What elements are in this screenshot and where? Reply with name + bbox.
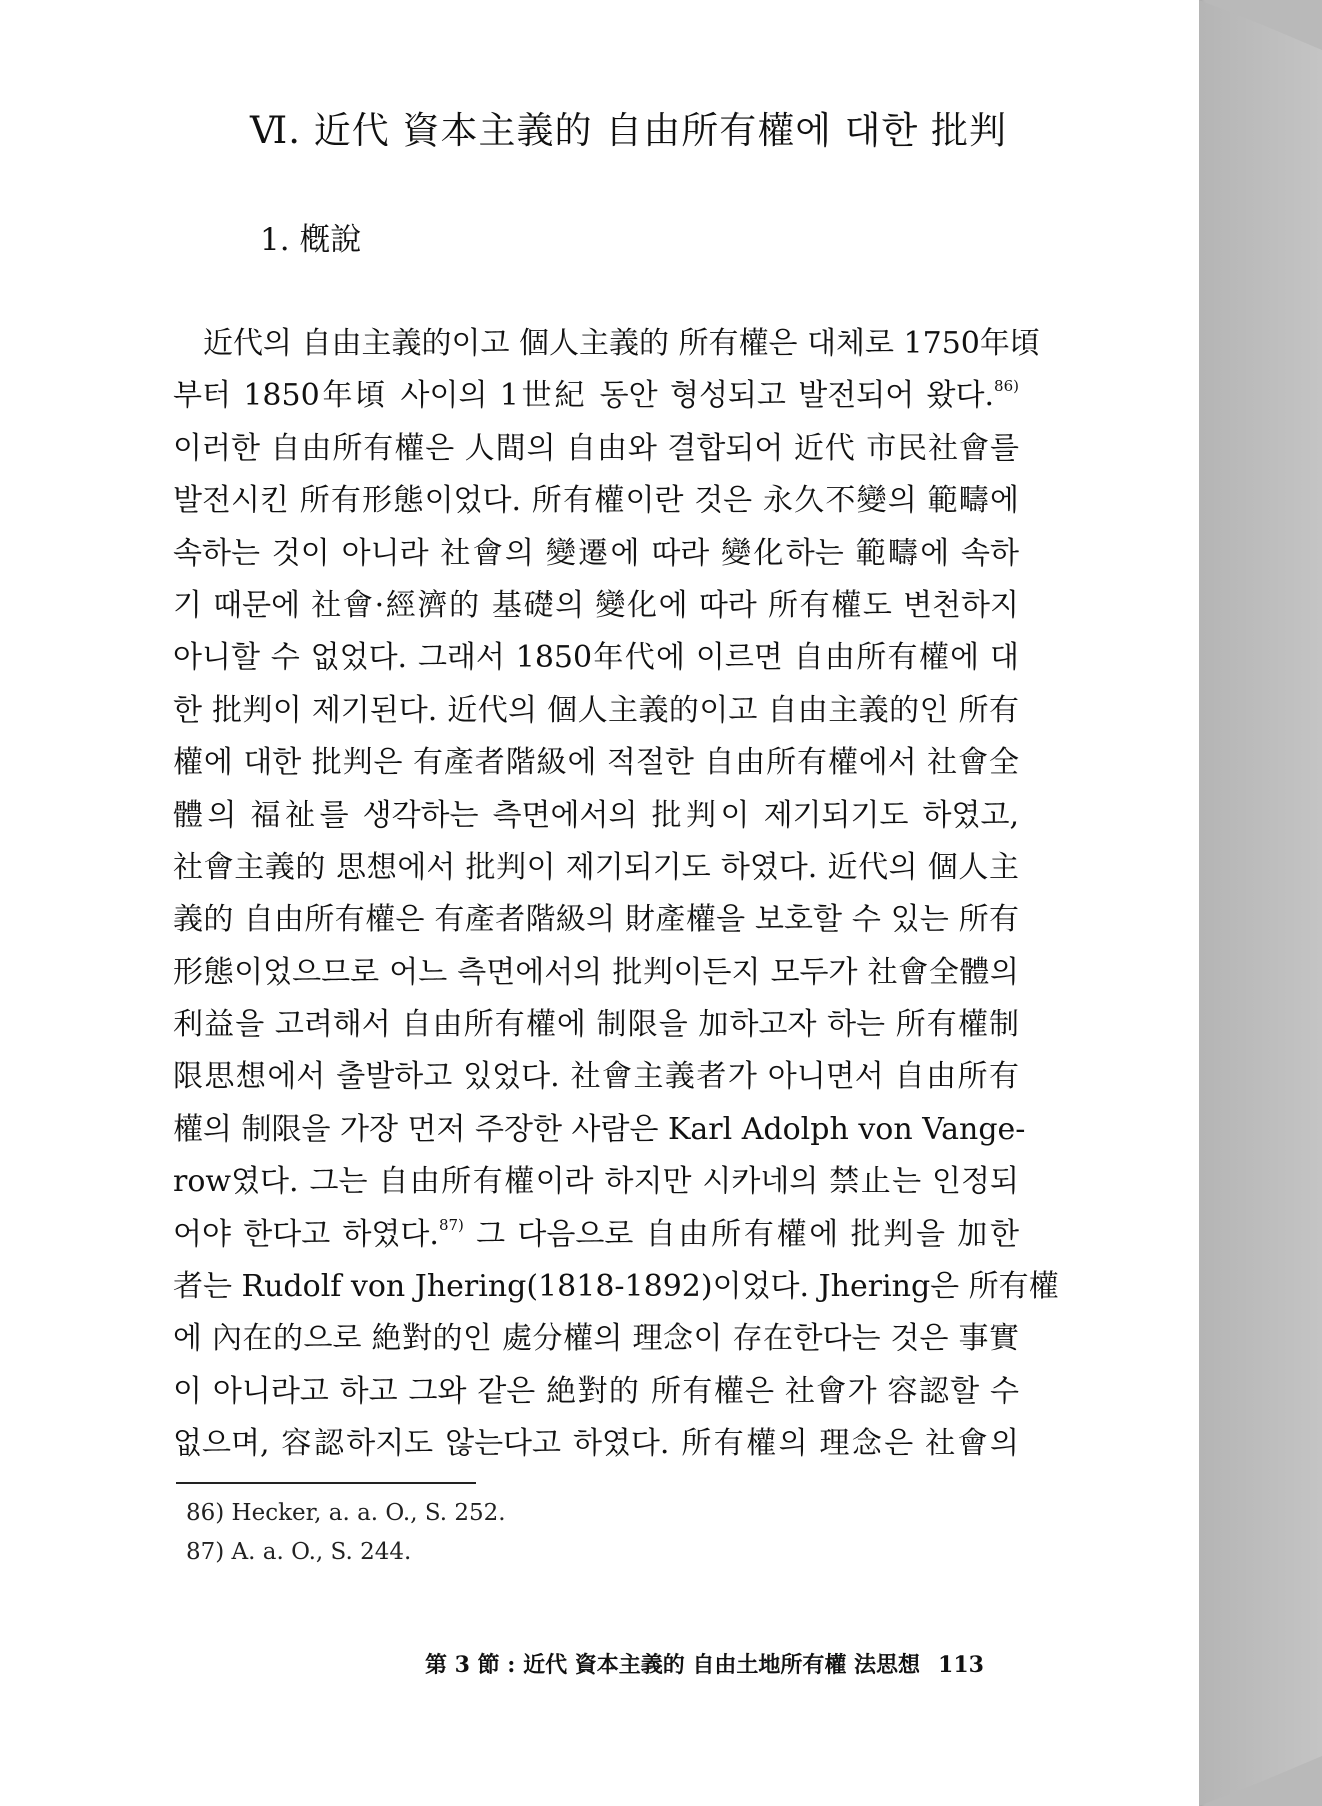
body-line-text: 形態이었으므로 어느 측면에서의 批判이든지 모두가 社會全體의 — [173, 954, 1019, 990]
body-line — [173, 737, 1019, 789]
page-footer — [425, 1648, 984, 1679]
body-line-text: 부터 1850年頃 사이의 1世紀 동안 형성되고 발전되어 왔다. — [173, 378, 995, 414]
body-line-text: 者는 Rudolf von Jhering(1818-1892)이었다. Jhering은 所有權 — [173, 1269, 1059, 1305]
body-line-text: 利益을 고려해서 自由所有權에 制限을 加하고자 하는 所有權制 — [173, 1007, 1019, 1043]
body-line — [173, 1261, 1059, 1313]
body-line-text: 限思想에서 출발하고 있었다. 社會主義者가 아니면서 自由所有 — [173, 1059, 1019, 1095]
body-line — [173, 947, 1019, 999]
section-heading: 1. 槪說 — [260, 222, 362, 258]
body-line — [173, 1418, 1019, 1470]
body-line-text: 社會主義的 思想에서 批判이 제기되기도 하였다. 近代의 個人主 — [173, 849, 1019, 885]
body-line-text: 아니할 수 없었다. 그래서 1850年代에 이르면 自由所有權에 대 — [173, 640, 1019, 676]
body-line-text: 이러한 自由所有權은 人間의 自由와 결합되어 近代 市民社會를 — [173, 430, 1019, 466]
body-line — [173, 1104, 1026, 1156]
body-line — [173, 632, 1019, 684]
body-line — [173, 580, 1019, 632]
body-line — [173, 1366, 1019, 1418]
footnote-divider — [176, 1482, 476, 1484]
footnote-87: 87) A. a. O., S. 244. — [186, 1539, 412, 1565]
book-page-edges-shade — [1199, 0, 1322, 1806]
body-line — [173, 1051, 1019, 1103]
body-line-text: 한 批判이 제기된다. 近代의 個人主義的이고 自由主義的인 所有 — [173, 692, 1019, 728]
body-line-text: 近代의 自由主義的이고 個人主義的 所有權은 대체로 1750年頃 — [203, 326, 1040, 361]
body-line-text: row였다. 그는 自由所有權이라 하지만 시카네의 禁止는 인정되 — [173, 1164, 1019, 1200]
body-line — [173, 528, 1019, 580]
body-line-text: 발전시킨 所有形態이었다. 所有權이란 것은 永久不變의 範疇에 — [173, 483, 1019, 519]
footnote-86: 86) Hecker, a. a. O., S. 252. — [186, 1500, 506, 1526]
body-line — [173, 685, 1019, 737]
footnote-ref: 87) — [438, 1215, 464, 1234]
footnote-ref: 86) — [994, 377, 1019, 396]
body-text — [173, 318, 1059, 1471]
body-line-text: 義的 自由所有權은 有產者階級의 財產權을 보호할 수 있는 所有 — [173, 902, 1019, 938]
body-line — [173, 790, 1019, 842]
body-line — [173, 999, 1019, 1051]
body-line — [173, 318, 1040, 370]
body-line-text: 어야 한다고 하였다. — [173, 1216, 439, 1252]
body-line-text: 이 아니라고 하고 그와 같은 絶對的 所有權은 社會가 容認할 수 — [173, 1373, 1019, 1409]
body-line-text: 없으며, 容認하지도 않는다고 하였다. 所有權의 理念은 社會의 — [173, 1426, 1019, 1462]
body-line-text: 에 內在的으로 絶對的인 處分權의 理念이 存在한다는 것은 事實 — [173, 1321, 1019, 1357]
body-line-text: 속하는 것이 아니라 社會의 變遷에 따라 變化하는 範疇에 속하 — [173, 535, 1019, 571]
body-line-text: 權에 대한 批判은 有產者階級에 적절한 自由所有權에서 社會全 — [173, 745, 1019, 781]
body-line — [173, 1156, 1019, 1208]
footnotes — [186, 1494, 506, 1572]
chapter-title: Ⅵ. 近代 資本主義的 自由所有權에 대한 批判 — [250, 109, 1008, 152]
body-line — [173, 423, 1019, 475]
body-line — [173, 1209, 1019, 1261]
body-line-text: 기 때문에 社會·經濟的 基礎의 變化에 따라 所有權도 변천하지 — [173, 587, 1019, 623]
body-line — [173, 1313, 1019, 1365]
body-line-text: 權의 制限을 가장 먼저 주장한 사람은 Karl Adolph von Vange- — [173, 1111, 1026, 1147]
body-line-text-after: 그 다음으로 自由所有權에 批判을 加한 — [463, 1216, 1019, 1252]
body-line — [173, 475, 1019, 527]
body-line — [173, 842, 1019, 894]
body-line-text: 體의 福祉를 생각하는 측면에서의 批判이 제기되기도 하였고, — [173, 797, 1019, 833]
page-number: 113 — [938, 1652, 984, 1678]
body-line — [173, 894, 1019, 946]
body-line — [173, 370, 1019, 422]
running-head: 第 3 節 : 近代 資本主義的 自由土地所有權 法思想 — [425, 1652, 921, 1678]
